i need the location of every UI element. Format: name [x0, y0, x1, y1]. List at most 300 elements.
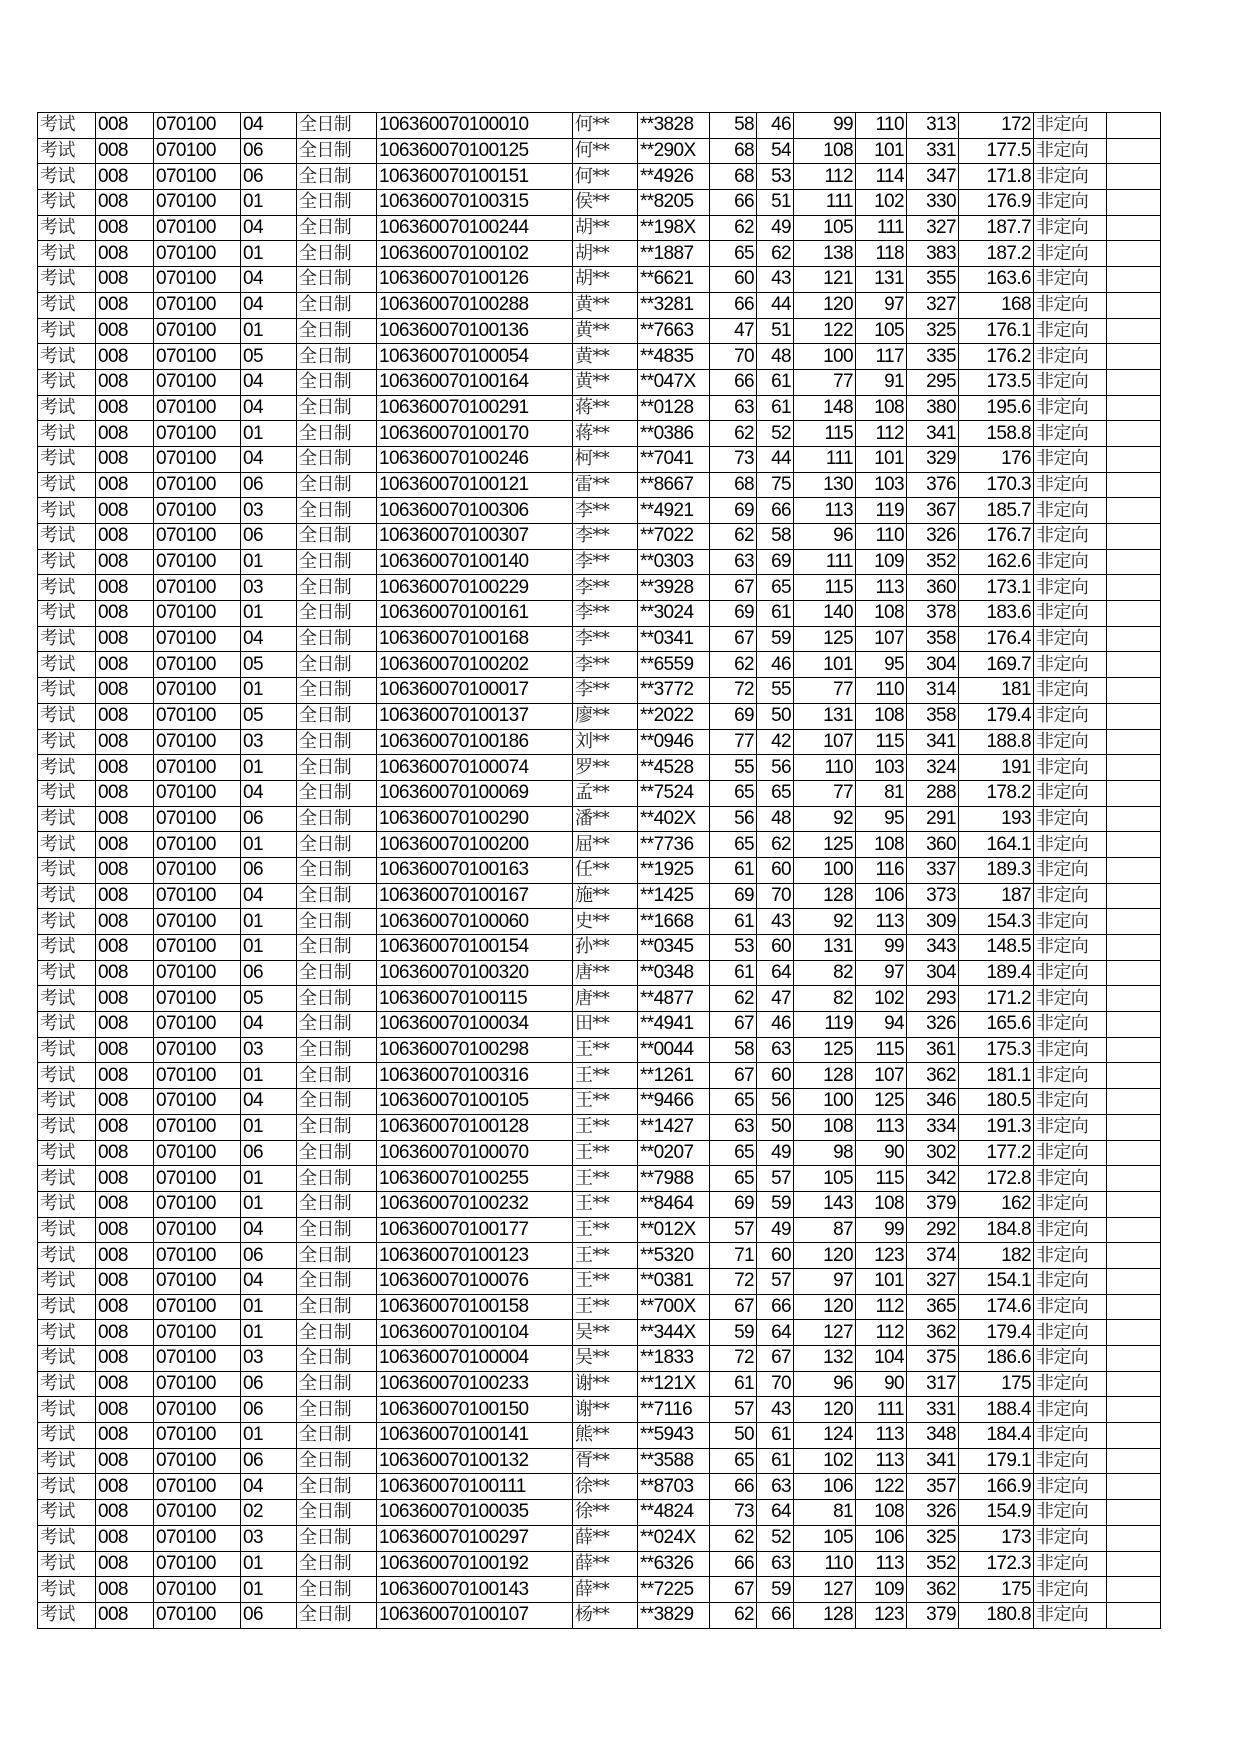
cell-candidate-id: 106360070100137 — [377, 703, 573, 729]
cell-total-score: 309 — [907, 909, 959, 935]
cell-unit-code: 008 — [96, 1012, 154, 1038]
table-row — [38, 1268, 1161, 1294]
cell-study-mode: 全日制 — [297, 1474, 377, 1500]
cell-name: 王** — [573, 1037, 638, 1063]
cell-major-code: 070100 — [154, 1217, 241, 1243]
cell-name: 黄** — [573, 318, 638, 344]
cell-name: 胡** — [573, 267, 638, 293]
cell-unit-code: 008 — [96, 344, 154, 370]
cell-subject1-score: 148 — [794, 395, 856, 421]
table-row — [38, 1577, 1161, 1603]
cell-plan-type: 非定向 — [1034, 832, 1107, 858]
cell-total-score: 373 — [907, 883, 959, 909]
cell-direction-code: 04 — [241, 369, 297, 395]
cell-unit-code: 008 — [96, 421, 154, 447]
cell-major-code: 070100 — [154, 626, 241, 652]
cell-subject2-score: 95 — [856, 806, 907, 832]
cell-unit-code: 008 — [96, 190, 154, 216]
cell-total-score: 330 — [907, 190, 959, 216]
table-row — [38, 729, 1161, 755]
table-row — [38, 986, 1161, 1012]
cell-politics-score: 66 — [710, 292, 757, 318]
cell-candidate-id: 106360070100126 — [377, 267, 573, 293]
cell-plan-type: 非定向 — [1034, 1423, 1107, 1449]
cell-plan-type: 非定向 — [1034, 986, 1107, 1012]
table-row — [38, 678, 1161, 704]
cell-final-score: 173.1 — [959, 575, 1034, 601]
cell-final-score: 188.4 — [959, 1397, 1034, 1423]
cell-major-code: 070100 — [154, 601, 241, 627]
cell-direction-code: 01 — [241, 832, 297, 858]
cell-candidate-id: 106360070100107 — [377, 1602, 573, 1628]
table-row — [38, 1166, 1161, 1192]
cell-name: 侯** — [573, 190, 638, 216]
cell-english-score: 65 — [757, 780, 794, 806]
cell-study-mode: 全日制 — [297, 1063, 377, 1089]
cell-subject1-score: 98 — [794, 1140, 856, 1166]
cell-id-suffix: **8464 — [638, 1191, 710, 1217]
cell-direction-code: 04 — [241, 113, 297, 139]
cell-name: 薛** — [573, 1577, 638, 1603]
cell-english-score: 61 — [757, 601, 794, 627]
cell-subject2-score: 107 — [856, 1063, 907, 1089]
cell-unit-code: 008 — [96, 729, 154, 755]
cell-politics-score: 63 — [710, 1114, 757, 1140]
cell-remark — [1107, 703, 1161, 729]
cell-plan-type: 非定向 — [1034, 472, 1107, 498]
cell-exam-type: 考试 — [38, 1191, 96, 1217]
cell-study-mode: 全日制 — [297, 215, 377, 241]
cell-subject2-score: 101 — [856, 446, 907, 472]
cell-final-score: 184.4 — [959, 1423, 1034, 1449]
cell-major-code: 070100 — [154, 755, 241, 781]
cell-subject2-score: 113 — [856, 1448, 907, 1474]
cell-subject2-score: 108 — [856, 703, 907, 729]
cell-name: 刘** — [573, 729, 638, 755]
cell-subject2-score: 99 — [856, 1217, 907, 1243]
cell-direction-code: 01 — [241, 1166, 297, 1192]
cell-remark — [1107, 1063, 1161, 1089]
cell-subject1-score: 127 — [794, 1320, 856, 1346]
cell-unit-code: 008 — [96, 113, 154, 139]
cell-plan-type: 非定向 — [1034, 344, 1107, 370]
cell-total-score: 293 — [907, 986, 959, 1012]
cell-unit-code: 008 — [96, 1089, 154, 1115]
cell-id-suffix: **3024 — [638, 601, 710, 627]
cell-exam-type: 考试 — [38, 369, 96, 395]
table-row — [38, 909, 1161, 935]
cell-study-mode: 全日制 — [297, 549, 377, 575]
cell-name: 黄** — [573, 369, 638, 395]
table-row — [38, 1397, 1161, 1423]
cell-final-score: 162 — [959, 1191, 1034, 1217]
cell-subject2-score: 81 — [856, 780, 907, 806]
cell-subject1-score: 97 — [794, 1268, 856, 1294]
cell-plan-type: 非定向 — [1034, 909, 1107, 935]
cell-subject1-score: 138 — [794, 241, 856, 267]
cell-direction-code: 04 — [241, 626, 297, 652]
cell-id-suffix: **4835 — [638, 344, 710, 370]
cell-candidate-id: 106360070100132 — [377, 1448, 573, 1474]
table-row — [38, 857, 1161, 883]
cell-remark — [1107, 1012, 1161, 1038]
cell-english-score: 50 — [757, 703, 794, 729]
cell-name: 蒋** — [573, 421, 638, 447]
cell-final-score: 179.1 — [959, 1448, 1034, 1474]
cell-direction-code: 03 — [241, 575, 297, 601]
cell-exam-type: 考试 — [38, 652, 96, 678]
cell-major-code: 070100 — [154, 806, 241, 832]
cell-id-suffix: **3588 — [638, 1448, 710, 1474]
cell-unit-code: 008 — [96, 960, 154, 986]
cell-id-suffix: **0386 — [638, 421, 710, 447]
cell-id-suffix: **3928 — [638, 575, 710, 601]
cell-total-score: 383 — [907, 241, 959, 267]
cell-exam-type: 考试 — [38, 678, 96, 704]
cell-unit-code: 008 — [96, 292, 154, 318]
cell-plan-type: 非定向 — [1034, 138, 1107, 164]
table-row — [38, 1140, 1161, 1166]
cell-unit-code: 008 — [96, 1037, 154, 1063]
cell-major-code: 070100 — [154, 857, 241, 883]
cell-exam-type: 考试 — [38, 832, 96, 858]
cell-major-code: 070100 — [154, 1243, 241, 1269]
table-body — [38, 113, 1161, 1629]
cell-politics-score: 65 — [710, 780, 757, 806]
cell-english-score: 64 — [757, 1320, 794, 1346]
cell-exam-type: 考试 — [38, 524, 96, 550]
cell-subject2-score: 113 — [856, 1423, 907, 1449]
cell-subject1-score: 120 — [794, 292, 856, 318]
cell-exam-type: 考试 — [38, 113, 96, 139]
table-row — [38, 575, 1161, 601]
cell-direction-code: 04 — [241, 1012, 297, 1038]
cell-exam-type: 考试 — [38, 960, 96, 986]
cell-subject2-score: 90 — [856, 1371, 907, 1397]
cell-remark — [1107, 1602, 1161, 1628]
cell-remark — [1107, 678, 1161, 704]
cell-english-score: 61 — [757, 1448, 794, 1474]
cell-final-score: 187.2 — [959, 241, 1034, 267]
cell-exam-type: 考试 — [38, 1089, 96, 1115]
cell-exam-type: 考试 — [38, 1346, 96, 1372]
cell-politics-score: 61 — [710, 1371, 757, 1397]
cell-name: 王** — [573, 1140, 638, 1166]
cell-total-score: 361 — [907, 1037, 959, 1063]
cell-unit-code: 008 — [96, 755, 154, 781]
cell-total-score: 378 — [907, 601, 959, 627]
cell-major-code: 070100 — [154, 1602, 241, 1628]
cell-subject1-score: 125 — [794, 1037, 856, 1063]
cell-total-score: 347 — [907, 164, 959, 190]
cell-unit-code: 008 — [96, 1268, 154, 1294]
cell-politics-score: 72 — [710, 678, 757, 704]
cell-final-score: 154.1 — [959, 1268, 1034, 1294]
cell-subject2-score: 106 — [856, 1525, 907, 1551]
cell-exam-type: 考试 — [38, 1037, 96, 1063]
cell-major-code: 070100 — [154, 1500, 241, 1526]
cell-plan-type: 非定向 — [1034, 703, 1107, 729]
cell-english-score: 64 — [757, 1500, 794, 1526]
cell-exam-type: 考试 — [38, 344, 96, 370]
table-row — [38, 1037, 1161, 1063]
cell-candidate-id: 106360070100290 — [377, 806, 573, 832]
cell-remark — [1107, 344, 1161, 370]
cell-unit-code: 008 — [96, 446, 154, 472]
cell-total-score: 326 — [907, 1500, 959, 1526]
cell-direction-code: 06 — [241, 1397, 297, 1423]
cell-subject1-score: 120 — [794, 1294, 856, 1320]
cell-candidate-id: 106360070100102 — [377, 241, 573, 267]
cell-name: 李** — [573, 652, 638, 678]
cell-subject2-score: 105 — [856, 318, 907, 344]
cell-major-code: 070100 — [154, 678, 241, 704]
cell-id-suffix: **1261 — [638, 1063, 710, 1089]
cell-final-score: 183.6 — [959, 601, 1034, 627]
cell-final-score: 179.4 — [959, 1320, 1034, 1346]
cell-major-code: 070100 — [154, 369, 241, 395]
cell-direction-code: 04 — [241, 1268, 297, 1294]
cell-direction-code: 04 — [241, 1089, 297, 1115]
cell-subject2-score: 111 — [856, 1397, 907, 1423]
cell-direction-code: 04 — [241, 267, 297, 293]
cell-name: 唐** — [573, 986, 638, 1012]
cell-plan-type: 非定向 — [1034, 113, 1107, 139]
cell-plan-type: 非定向 — [1034, 1166, 1107, 1192]
cell-major-code: 070100 — [154, 1012, 241, 1038]
cell-unit-code: 008 — [96, 1371, 154, 1397]
table-row — [38, 1320, 1161, 1346]
cell-exam-type: 考试 — [38, 421, 96, 447]
cell-id-suffix: **198X — [638, 215, 710, 241]
cell-final-score: 172.3 — [959, 1551, 1034, 1577]
cell-id-suffix: **4528 — [638, 755, 710, 781]
cell-id-suffix: **0341 — [638, 626, 710, 652]
table-row — [38, 883, 1161, 909]
cell-politics-score: 69 — [710, 1191, 757, 1217]
cell-id-suffix: **0946 — [638, 729, 710, 755]
cell-plan-type: 非定向 — [1034, 292, 1107, 318]
cell-name: 徐** — [573, 1474, 638, 1500]
cell-study-mode: 全日制 — [297, 1448, 377, 1474]
table-row — [38, 755, 1161, 781]
cell-unit-code: 008 — [96, 1243, 154, 1269]
cell-study-mode: 全日制 — [297, 138, 377, 164]
cell-candidate-id: 106360070100316 — [377, 1063, 573, 1089]
cell-english-score: 51 — [757, 318, 794, 344]
cell-exam-type: 考试 — [38, 190, 96, 216]
cell-politics-score: 69 — [710, 498, 757, 524]
cell-candidate-id: 106360070100115 — [377, 986, 573, 1012]
cell-final-score: 184.8 — [959, 1217, 1034, 1243]
cell-politics-score: 65 — [710, 1140, 757, 1166]
cell-remark — [1107, 1191, 1161, 1217]
cell-id-suffix: **0303 — [638, 549, 710, 575]
cell-id-suffix: **7736 — [638, 832, 710, 858]
cell-english-score: 62 — [757, 832, 794, 858]
cell-direction-code: 06 — [241, 1243, 297, 1269]
cell-unit-code: 008 — [96, 1500, 154, 1526]
cell-candidate-id: 106360070100246 — [377, 446, 573, 472]
cell-subject1-score: 125 — [794, 626, 856, 652]
cell-exam-type: 考试 — [38, 498, 96, 524]
table-row — [38, 1371, 1161, 1397]
cell-id-suffix: **402X — [638, 806, 710, 832]
cell-subject2-score: 108 — [856, 395, 907, 421]
cell-plan-type: 非定向 — [1034, 1140, 1107, 1166]
cell-total-score: 362 — [907, 1577, 959, 1603]
cell-politics-score: 57 — [710, 1217, 757, 1243]
cell-name: 屈** — [573, 832, 638, 858]
cell-english-score: 64 — [757, 960, 794, 986]
cell-subject1-score: 119 — [794, 1012, 856, 1038]
cell-candidate-id: 106360070100168 — [377, 626, 573, 652]
cell-subject1-score: 125 — [794, 832, 856, 858]
cell-subject2-score: 95 — [856, 652, 907, 678]
cell-english-score: 70 — [757, 883, 794, 909]
cell-english-score: 57 — [757, 1268, 794, 1294]
table-row — [38, 138, 1161, 164]
cell-final-score: 166.9 — [959, 1474, 1034, 1500]
cell-english-score: 66 — [757, 1602, 794, 1628]
cell-unit-code: 008 — [96, 1320, 154, 1346]
cell-unit-code: 008 — [96, 1140, 154, 1166]
cell-direction-code: 03 — [241, 729, 297, 755]
cell-english-score: 56 — [757, 1089, 794, 1115]
cell-english-score: 57 — [757, 1166, 794, 1192]
cell-english-score: 43 — [757, 267, 794, 293]
cell-study-mode: 全日制 — [297, 1577, 377, 1603]
cell-final-score: 164.1 — [959, 832, 1034, 858]
cell-exam-type: 考试 — [38, 1166, 96, 1192]
cell-english-score: 44 — [757, 292, 794, 318]
cell-final-score: 180.5 — [959, 1089, 1034, 1115]
cell-total-score: 327 — [907, 292, 959, 318]
cell-total-score: 304 — [907, 960, 959, 986]
cell-final-score: 162.6 — [959, 549, 1034, 575]
cell-direction-code: 01 — [241, 1114, 297, 1140]
cell-unit-code: 008 — [96, 1525, 154, 1551]
cell-id-suffix: **6621 — [638, 267, 710, 293]
cell-exam-type: 考试 — [38, 215, 96, 241]
cell-major-code: 070100 — [154, 883, 241, 909]
cell-exam-type: 考试 — [38, 703, 96, 729]
cell-major-code: 070100 — [154, 1577, 241, 1603]
cell-subject2-score: 113 — [856, 575, 907, 601]
cell-name: 李** — [573, 626, 638, 652]
cell-remark — [1107, 369, 1161, 395]
cell-id-suffix: **6559 — [638, 652, 710, 678]
cell-study-mode: 全日制 — [297, 446, 377, 472]
cell-plan-type: 非定向 — [1034, 883, 1107, 909]
cell-name: 李** — [573, 549, 638, 575]
cell-subject2-score: 102 — [856, 986, 907, 1012]
cell-total-score: 379 — [907, 1191, 959, 1217]
cell-subject1-score: 128 — [794, 883, 856, 909]
cell-unit-code: 008 — [96, 575, 154, 601]
cell-subject2-score: 108 — [856, 1191, 907, 1217]
cell-remark — [1107, 1166, 1161, 1192]
cell-english-score: 42 — [757, 729, 794, 755]
cell-unit-code: 008 — [96, 1063, 154, 1089]
cell-politics-score: 67 — [710, 1063, 757, 1089]
cell-final-score: 187.7 — [959, 215, 1034, 241]
cell-english-score: 48 — [757, 806, 794, 832]
cell-name: 罗** — [573, 755, 638, 781]
cell-major-code: 070100 — [154, 986, 241, 1012]
cell-english-score: 56 — [757, 755, 794, 781]
cell-study-mode: 全日制 — [297, 729, 377, 755]
cell-subject2-score: 113 — [856, 1551, 907, 1577]
cell-name: 王** — [573, 1243, 638, 1269]
cell-major-code: 070100 — [154, 1423, 241, 1449]
cell-id-suffix: **7663 — [638, 318, 710, 344]
cell-name: 柯** — [573, 446, 638, 472]
cell-plan-type: 非定向 — [1034, 1525, 1107, 1551]
cell-study-mode: 全日制 — [297, 832, 377, 858]
cell-remark — [1107, 1500, 1161, 1526]
cell-plan-type: 非定向 — [1034, 1320, 1107, 1346]
cell-subject2-score: 101 — [856, 138, 907, 164]
cell-subject2-score: 111 — [856, 215, 907, 241]
cell-english-score: 49 — [757, 1217, 794, 1243]
cell-english-score: 53 — [757, 164, 794, 190]
cell-remark — [1107, 1423, 1161, 1449]
cell-english-score: 46 — [757, 652, 794, 678]
cell-subject2-score: 103 — [856, 755, 907, 781]
cell-subject1-score: 105 — [794, 215, 856, 241]
cell-total-score: 362 — [907, 1320, 959, 1346]
cell-study-mode: 全日制 — [297, 1166, 377, 1192]
cell-english-score: 52 — [757, 421, 794, 447]
table-row — [38, 935, 1161, 961]
cell-politics-score: 71 — [710, 1243, 757, 1269]
cell-direction-code: 04 — [241, 215, 297, 241]
cell-subject2-score: 115 — [856, 729, 907, 755]
cell-id-suffix: **344X — [638, 1320, 710, 1346]
cell-name: 黄** — [573, 292, 638, 318]
cell-total-score: 335 — [907, 344, 959, 370]
cell-final-score: 195.6 — [959, 395, 1034, 421]
cell-unit-code: 008 — [96, 1166, 154, 1192]
cell-english-score: 59 — [757, 1191, 794, 1217]
cell-unit-code: 008 — [96, 241, 154, 267]
cell-direction-code: 01 — [241, 190, 297, 216]
cell-politics-score: 65 — [710, 241, 757, 267]
cell-subject1-score: 87 — [794, 1217, 856, 1243]
cell-subject2-score: 91 — [856, 369, 907, 395]
cell-subject1-score: 106 — [794, 1474, 856, 1500]
cell-subject2-score: 115 — [856, 1037, 907, 1063]
cell-exam-type: 考试 — [38, 241, 96, 267]
cell-subject2-score: 112 — [856, 1294, 907, 1320]
cell-subject1-score: 115 — [794, 575, 856, 601]
cell-name: 何** — [573, 113, 638, 139]
cell-subject1-score: 128 — [794, 1063, 856, 1089]
cell-final-score: 154.3 — [959, 909, 1034, 935]
cell-study-mode: 全日制 — [297, 755, 377, 781]
cell-english-score: 61 — [757, 395, 794, 421]
cell-study-mode: 全日制 — [297, 780, 377, 806]
table-row — [38, 421, 1161, 447]
cell-direction-code: 01 — [241, 1191, 297, 1217]
cell-remark — [1107, 1551, 1161, 1577]
cell-unit-code: 008 — [96, 652, 154, 678]
cell-direction-code: 06 — [241, 1140, 297, 1166]
cell-exam-type: 考试 — [38, 1243, 96, 1269]
cell-major-code: 070100 — [154, 1037, 241, 1063]
cell-total-score: 343 — [907, 935, 959, 961]
